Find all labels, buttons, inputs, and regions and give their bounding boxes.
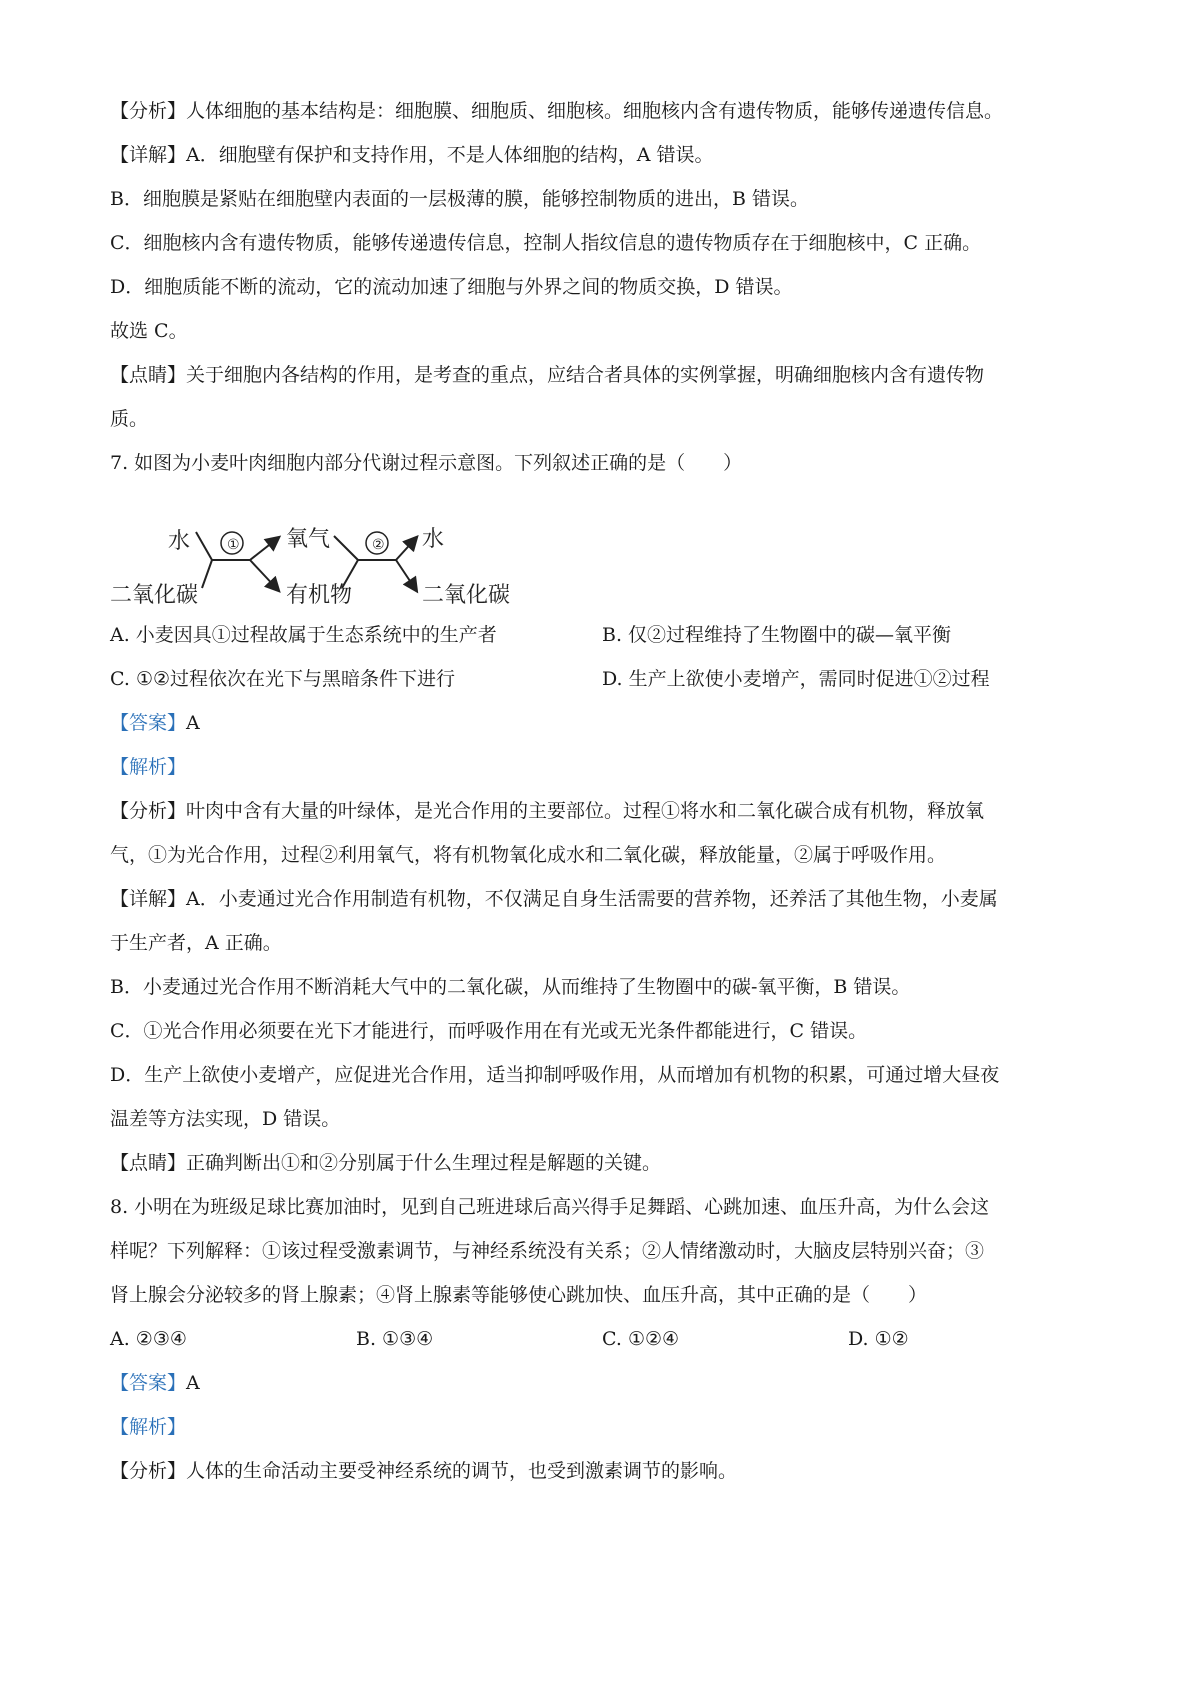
q8-answer bbox=[110, 1369, 1100, 1397]
diagram-arrow-oxygen bbox=[250, 538, 278, 560]
diagram-co2-line bbox=[202, 560, 212, 588]
q7-analysis-line2: 气，①为光合作用，过程②利用氧气，将有机物氧化成水和二氧化碳，释放能量，②属于呼吸作用。 bbox=[110, 844, 947, 866]
detail-tag: 【详解】 bbox=[110, 144, 187, 166]
photosynthesis-respiration-diagram bbox=[110, 518, 580, 608]
q7-question: 7. 如图为小麦叶肉细胞内部分代谢过程示意图。下列叙述正确的是（ ） bbox=[110, 452, 743, 474]
q7-detail-b: B．小麦通过光合作用不断消耗大气中的二氧化碳，从而维持了生物圈中的碳-氧平衡，B 错误。 bbox=[110, 976, 911, 998]
q8-analysis-text: 人体的生命活动主要受神经系统的调节，也受到激素调节的影响。 bbox=[186, 1460, 738, 1482]
q7-detail-a-line2: 于生产者，A 正确。 bbox=[110, 932, 282, 954]
q8-explain-tag: 【解析】 bbox=[110, 1416, 187, 1438]
q7-answer bbox=[110, 709, 1100, 737]
q7-comment bbox=[110, 1149, 1100, 1177]
q8-question-line1: 8. 小明在为班级足球比赛加油时，见到自己班进球后高兴得手足舞蹈、心跳加速、血压升高，为什么会这 bbox=[110, 1196, 990, 1218]
q8-analysis bbox=[110, 1457, 1100, 1485]
q7-detail-a bbox=[110, 885, 1100, 913]
diagram-arrow-co2-out bbox=[396, 560, 416, 590]
q6-choice: 故选 C。 bbox=[110, 320, 188, 342]
q7-detail-a-line1: A．小麦通过光合作用制造有机物，不仅满足自身生活需要的营养物，还养活了其他生物，小麦属 bbox=[186, 888, 998, 910]
detail-tag: 【详解】 bbox=[110, 888, 187, 910]
q8-option-c: C. ①②④ bbox=[602, 1328, 680, 1350]
q7-answer-value: A bbox=[186, 712, 200, 734]
diagram-oxygen-line bbox=[334, 536, 358, 560]
answer-tag: 【答案】 bbox=[110, 712, 187, 734]
q7-detail-d-line2: 温差等方法实现，D 错误。 bbox=[110, 1108, 341, 1130]
diagram-co2-in: 二氧化碳 bbox=[110, 583, 199, 608]
q8-question-line2: 样呢？下列解释：①该过程受激素调节，与神经系统没有关系；②人情绪激动时，大脑皮层特别兴奋；③ bbox=[110, 1240, 985, 1262]
q7-comment-text: 正确判断出①和②分别属于什么生理过程是解题的关键。 bbox=[186, 1152, 662, 1174]
diagram-water-out: 水 bbox=[422, 527, 445, 552]
answer-tag: 【答案】 bbox=[110, 1372, 187, 1394]
q8-option-a: A. ②③④ bbox=[110, 1328, 187, 1350]
analysis-tag: 【分析】 bbox=[110, 1460, 187, 1482]
q8-question-line3: 肾上腺会分泌较多的肾上腺素；④肾上腺素等能够使心跳加快、血压升高，其中正确的是（ ） bbox=[110, 1284, 928, 1306]
diagram-co2-out: 二氧化碳 bbox=[422, 583, 511, 608]
diagram-arrow-organic bbox=[250, 560, 278, 590]
q6-analysis bbox=[110, 97, 1100, 125]
diagram-organic: 有机物 bbox=[286, 583, 353, 608]
analysis-tag: 【分析】 bbox=[110, 800, 187, 822]
comment-tag: 【点睛】 bbox=[110, 1152, 187, 1174]
q7-option-a: A. 小麦因具①过程故属于生态系统中的生产者 bbox=[110, 624, 497, 646]
diagram-process2-label: ② bbox=[372, 537, 385, 553]
q6-comment-line1: 关于细胞内各结构的作用，是考查的重点，应结合者具体的实例掌握，明确细胞核内含有遗传物 bbox=[186, 364, 985, 386]
q6-detail-b: B．细胞膜是紧贴在细胞壁内表面的一层极薄的膜，能够控制物质的进出，B 错误。 bbox=[110, 188, 809, 210]
q6-analysis-text: 人体细胞的基本结构是：细胞膜、细胞质、细胞核。细胞核内含有遗传物质，能够传递遗传信息。 bbox=[186, 100, 1004, 122]
diagram-oxygen: 氧气 bbox=[286, 527, 331, 552]
comment-tag: 【点睛】 bbox=[110, 364, 187, 386]
q7-detail-c: C．①光合作用必须要在光下才能进行，而呼吸作用在有光或无光条件都能进行，C 错误。 bbox=[110, 1020, 868, 1042]
q8-option-b: B. ①③④ bbox=[356, 1328, 434, 1350]
q7-option-c: C. ①②过程依次在光下与黑暗条件下进行 bbox=[110, 668, 456, 690]
analysis-tag: 【分析】 bbox=[110, 100, 187, 122]
q6-comment bbox=[110, 361, 1100, 389]
q7-explain-tag: 【解析】 bbox=[110, 756, 187, 778]
q8-option-d: D. ①② bbox=[848, 1328, 909, 1350]
q6-detail-a-text: A．细胞壁有保护和支持作用，不是人体细胞的结构，A 错误。 bbox=[186, 144, 714, 166]
q7-analysis bbox=[110, 797, 1100, 825]
q7-detail-d-line1: D．生产上欲使小麦增产，应促进光合作用，适当抑制呼吸作用，从而增加有机物的积累，可通过增大昼夜 bbox=[110, 1064, 1000, 1086]
diagram-process1-label: ① bbox=[227, 537, 240, 553]
q8-answer-value: A bbox=[186, 1372, 200, 1394]
q6-detail-a bbox=[110, 141, 1100, 169]
q7-option-b: B. 仅②过程维持了生物圈中的碳—氧平衡 bbox=[602, 624, 952, 646]
q7-analysis-line1: 叶肉中含有大量的叶绿体，是光合作用的主要部位。过程①将水和二氧化碳合成有机物，释放氧 bbox=[186, 800, 985, 822]
q6-detail-d: D．细胞质能不断的流动，它的流动加速了细胞与外界之间的物质交换，D 错误。 bbox=[110, 276, 793, 298]
q7-option-d: D. 生产上欲使小麦增产，需同时促进①②过程 bbox=[602, 668, 990, 690]
diagram-water-in: 水 bbox=[168, 529, 191, 554]
q6-comment-line2: 质。 bbox=[110, 408, 149, 430]
diagram-arrow-water-out bbox=[396, 538, 416, 560]
q6-detail-c: C．细胞核内含有遗传物质，能够传递遗传信息，控制人指纹信息的遗传物质存在于细胞核中，C 正确。 bbox=[110, 232, 982, 254]
diagram-water-line bbox=[196, 532, 212, 560]
